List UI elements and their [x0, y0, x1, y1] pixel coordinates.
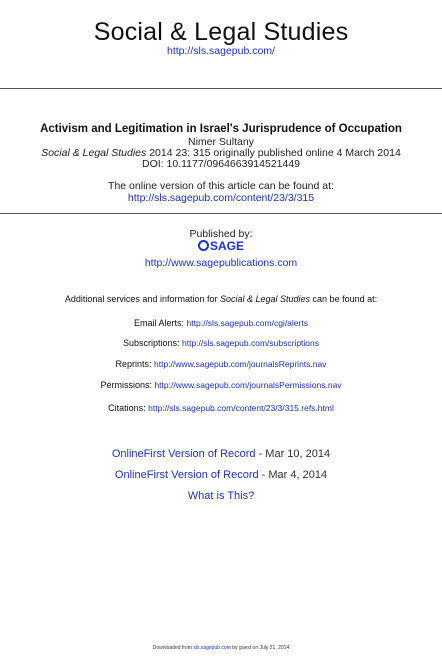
service-label: Citations:	[108, 403, 149, 413]
what-is-this-link[interactable]: What is This?	[187, 490, 255, 502]
download-footer	[0, 645, 442, 651]
services-intro-pre: Additional services and information for	[64, 294, 220, 304]
footer-post: by guest on July 21, 2014	[230, 645, 290, 651]
footer-site-link[interactable]: sls.sagepub.com	[193, 645, 231, 651]
services-intro	[0, 294, 442, 304]
services-intro-journal: Social & Legal Studies	[219, 294, 311, 304]
service-row-permissions	[0, 380, 442, 390]
record-row	[0, 448, 442, 460]
middle-divider	[0, 213, 442, 214]
online-version-text: The online version of this article can be found at:	[108, 180, 334, 192]
article-author: Nimer Sultany	[188, 136, 254, 148]
onlinefirst-record-link[interactable]: OnlineFirst Version of Record	[114, 469, 259, 481]
footer-pre: Downloaded from	[152, 645, 194, 651]
service-row-subscriptions	[0, 338, 442, 348]
article-title: Activism and Legitimation in Israel's Jurisprudence of Occupation	[40, 123, 402, 135]
journal-url-link[interactable]: http://sls.sagepub.com/	[167, 45, 275, 57]
sage-logo-icon	[198, 240, 209, 251]
service-label: Email Alerts:	[134, 318, 187, 328]
journal-title: Social & Legal Studies	[93, 18, 349, 46]
service-row-citations	[0, 403, 442, 413]
email-alerts-link[interactable]: http://sls.sagepub.com/cgi/alerts	[186, 318, 308, 328]
record-date: - Mar 4, 2014	[258, 469, 328, 481]
citation-details: 2014 23: 315 originally published online 4 March 2014	[146, 147, 401, 159]
sage-logo[interactable]	[0, 239, 442, 253]
record-date: - Mar 10, 2014	[255, 448, 331, 460]
article-doi: DOI: 10.1177/0964663914521449	[141, 158, 301, 170]
record-row	[0, 469, 442, 481]
service-label: Subscriptions:	[122, 338, 182, 348]
permissions-link[interactable]: http://www.sagepub.com/journalsPermissions.nav	[154, 380, 342, 390]
sage-logo-text: SAGE	[209, 239, 244, 253]
subscriptions-link[interactable]: http://sls.sagepub.com/subscriptions	[182, 338, 320, 348]
publisher-url-link[interactable]: http://www.sagepublications.com	[144, 257, 298, 269]
service-row-reprints	[0, 359, 442, 369]
onlinefirst-record-link[interactable]: OnlineFirst Version of Record	[111, 448, 256, 460]
reprints-link[interactable]: http://www.sagepub.com/journalsReprints.nav	[154, 359, 327, 369]
online-version-link[interactable]: http://sls.sagepub.com/content/23/3/315	[127, 192, 315, 204]
service-row-email-alerts	[0, 318, 442, 328]
citations-link[interactable]: http://sls.sagepub.com/content/23/3/315.refs.html	[148, 403, 334, 413]
services-intro-post: can be found at:	[310, 294, 378, 304]
service-label: Permissions:	[100, 380, 155, 390]
top-divider	[0, 88, 442, 89]
published-by-label: Published by:	[189, 228, 253, 240]
citation-journal: Social & Legal Studies	[41, 147, 147, 159]
service-label: Reprints:	[115, 359, 155, 369]
